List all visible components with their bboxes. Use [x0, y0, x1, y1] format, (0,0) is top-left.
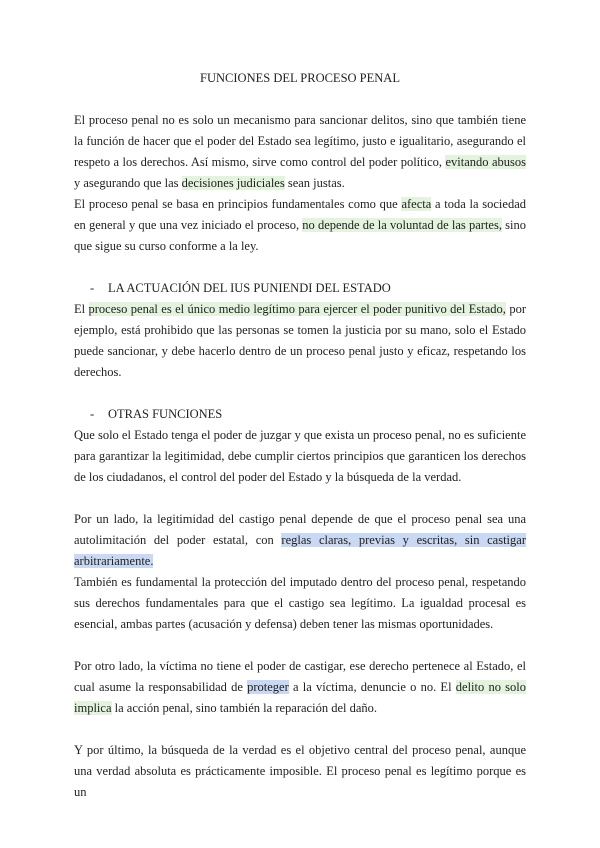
paragraph-ius-puniendi [74, 299, 526, 383]
paragraph-victima [74, 656, 526, 719]
text-run: El proceso penal se basa en principios fundamentales como que [74, 197, 402, 211]
text-run: Por un lado, la legitimidad del castigo penal depende de que el proceso penal sea una autolimitación del poder estatal, con [74, 512, 526, 547]
highlight-blue: proteger [247, 680, 289, 694]
highlight-green: no depende de la voluntad de las partes, [302, 218, 502, 232]
text-run: a la víctima, denuncie o no. El [288, 680, 456, 694]
paragraph-imputado [74, 572, 526, 635]
section-heading-text: LA ACTUACIÓN DEL IUS PUNIENDI DEL ESTADO [108, 281, 391, 295]
text-run: El [74, 302, 89, 316]
text-run: Por otro lado, la víctima no tiene el poder de castigar, ese derecho pertenece al Estado, el cual asume la responsabilidad de [74, 659, 526, 694]
text-run: por ejemplo, está prohibido que las personas se tomen la justicia por su mano, solo el Estado puede sancionar, y debe hacerlo dentro de un proceso penal justo y eficaz, respetando los derechos. [74, 302, 526, 379]
text-run: sean justas. [284, 176, 345, 190]
paragraph-principles [74, 194, 526, 257]
paragraph-castigo [74, 509, 526, 572]
text-run: Que solo el Estado tenga el poder de juzgar y que exista un proceso penal, no es suficiente para garantizar la legitimidad, debe cumplir ciertos principios que garanticen los derechos de los ciudadanos, el control del poder del Estado y la búsqueda de la verdad. [74, 428, 526, 484]
text-run: a toda la sociedad en general y que una vez iniciado el proceso, [74, 197, 526, 232]
text-run: Y por último, la búsqueda de la verdad es el objetivo central del proceso penal, aunque una verdad absoluta es prácticamente imposible. El proceso penal es legítimo porque es un [74, 743, 526, 799]
highlight-green: proceso penal es el único medio legítimo para ejercer el poder punitivo del Estado, [88, 302, 506, 316]
spacer [74, 635, 526, 656]
paragraph-verdad [74, 740, 526, 803]
text-run: y asegurando que las [74, 176, 182, 190]
highlight-blue: reglas claras, previas y escritas, sin castigar arbitrariamente. [74, 533, 526, 568]
list-bullet: - [90, 281, 95, 295]
paragraph-intro [74, 110, 526, 194]
text-run: la acción penal, sino también la reparación del daño. [111, 701, 378, 715]
highlight-green: delito no solo implica [74, 680, 526, 715]
spacer [74, 719, 526, 740]
section-heading-otras-funciones [90, 404, 526, 425]
text-run: El proceso penal no es solo un mecanismo para sancionar delitos, sino que también tiene la función de hacer que el poder del Estado sea legítimo, justo e igualitario, asegurando el respeto a los derechos. Así mismo, sirve como control del poder político, [74, 113, 526, 169]
spacer [74, 383, 526, 404]
highlight-green: afecta [401, 197, 432, 211]
list-bullet: - [90, 407, 95, 421]
section-heading-text: OTRAS FUNCIONES [108, 407, 223, 421]
spacer [74, 257, 526, 278]
spacer [74, 488, 526, 509]
text-run: sino que sigue su curso conforme a la ley. [74, 218, 526, 253]
highlight-green: evitando abusos [445, 155, 526, 169]
text-run: También es fundamental la protección del imputado dentro del proceso penal, respetando sus derechos fundamentales para que el castigo sea legítimo. La igualdad procesal es esencial, ambas partes (acusación y defensa) deben tener las mismas oportunidades. [74, 575, 526, 631]
paragraph-legitimidad [74, 425, 526, 488]
page-title: FUNCIONES DEL PROCESO PENAL [200, 71, 400, 85]
section-heading-ius-puniendi [90, 278, 526, 299]
highlight-green: decisiones judiciales [181, 176, 285, 190]
